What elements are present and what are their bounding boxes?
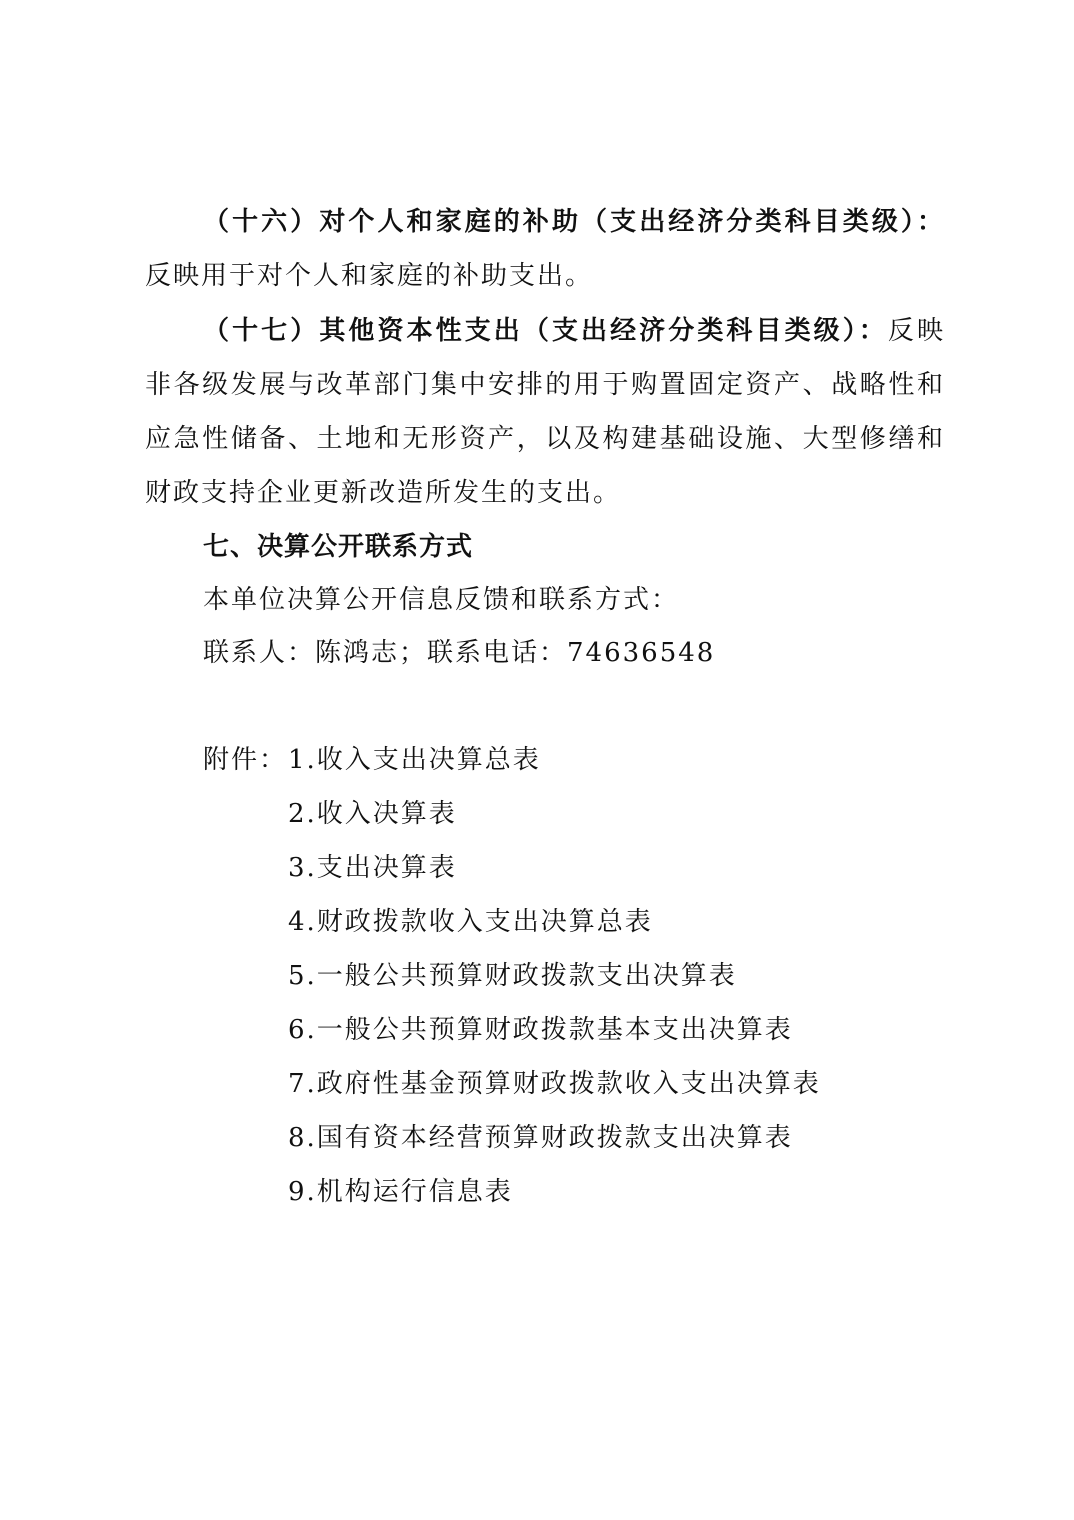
attachment-item: 8.国有资本经营预算财政拨款支出决算表 <box>288 1123 793 1153</box>
attachment-item: 5.一般公共预算财政拨款支出决算表 <box>288 961 737 991</box>
attachment-item: 3.支出决算表 <box>288 853 457 883</box>
paragraph-item-17 <box>145 304 945 520</box>
contact-intro: 本单位决算公开信息反馈和联系方式： <box>203 585 680 615</box>
attachments-prefix: 附件： <box>203 745 288 775</box>
attachment-item: 2.收入决算表 <box>288 799 457 829</box>
paragraph-item-16 <box>145 195 945 303</box>
attachment-item: 9.机构运行信息表 <box>288 1177 513 1207</box>
section-heading-contact: 七、决算公开联系方式 <box>203 532 474 562</box>
item-16-text: 反映用于对个人和家庭的补助支出。 <box>145 261 594 291</box>
item-17-label: （十七）其他资本性支出（支出经济分类科目类级）： <box>203 316 888 346</box>
contact-person-line: 联系人：陈鸿志；联系电话：74636548 <box>203 638 716 668</box>
item-17-text: 反映非各级发展与改革部门集中安排的用于购置固定资产、战略性和应急性储备、土地和无形资产，以及构建基础设施、大型修缮和财政支持企业更新改造所发生的支出。 <box>145 316 945 508</box>
attachments-list <box>288 733 821 1219</box>
item-16-label: （十六）对个人和家庭的补助（支出经济分类科目类级）： <box>203 207 945 237</box>
attachment-item: 7.政府性基金预算财政拨款收入支出决算表 <box>288 1069 821 1099</box>
attachment-item: 6.一般公共预算财政拨款基本支出决算表 <box>288 1015 793 1045</box>
attachment-item: 4.财政拨款收入支出决算总表 <box>288 907 653 937</box>
attachment-item: 1.收入支出决算总表 <box>288 745 541 775</box>
